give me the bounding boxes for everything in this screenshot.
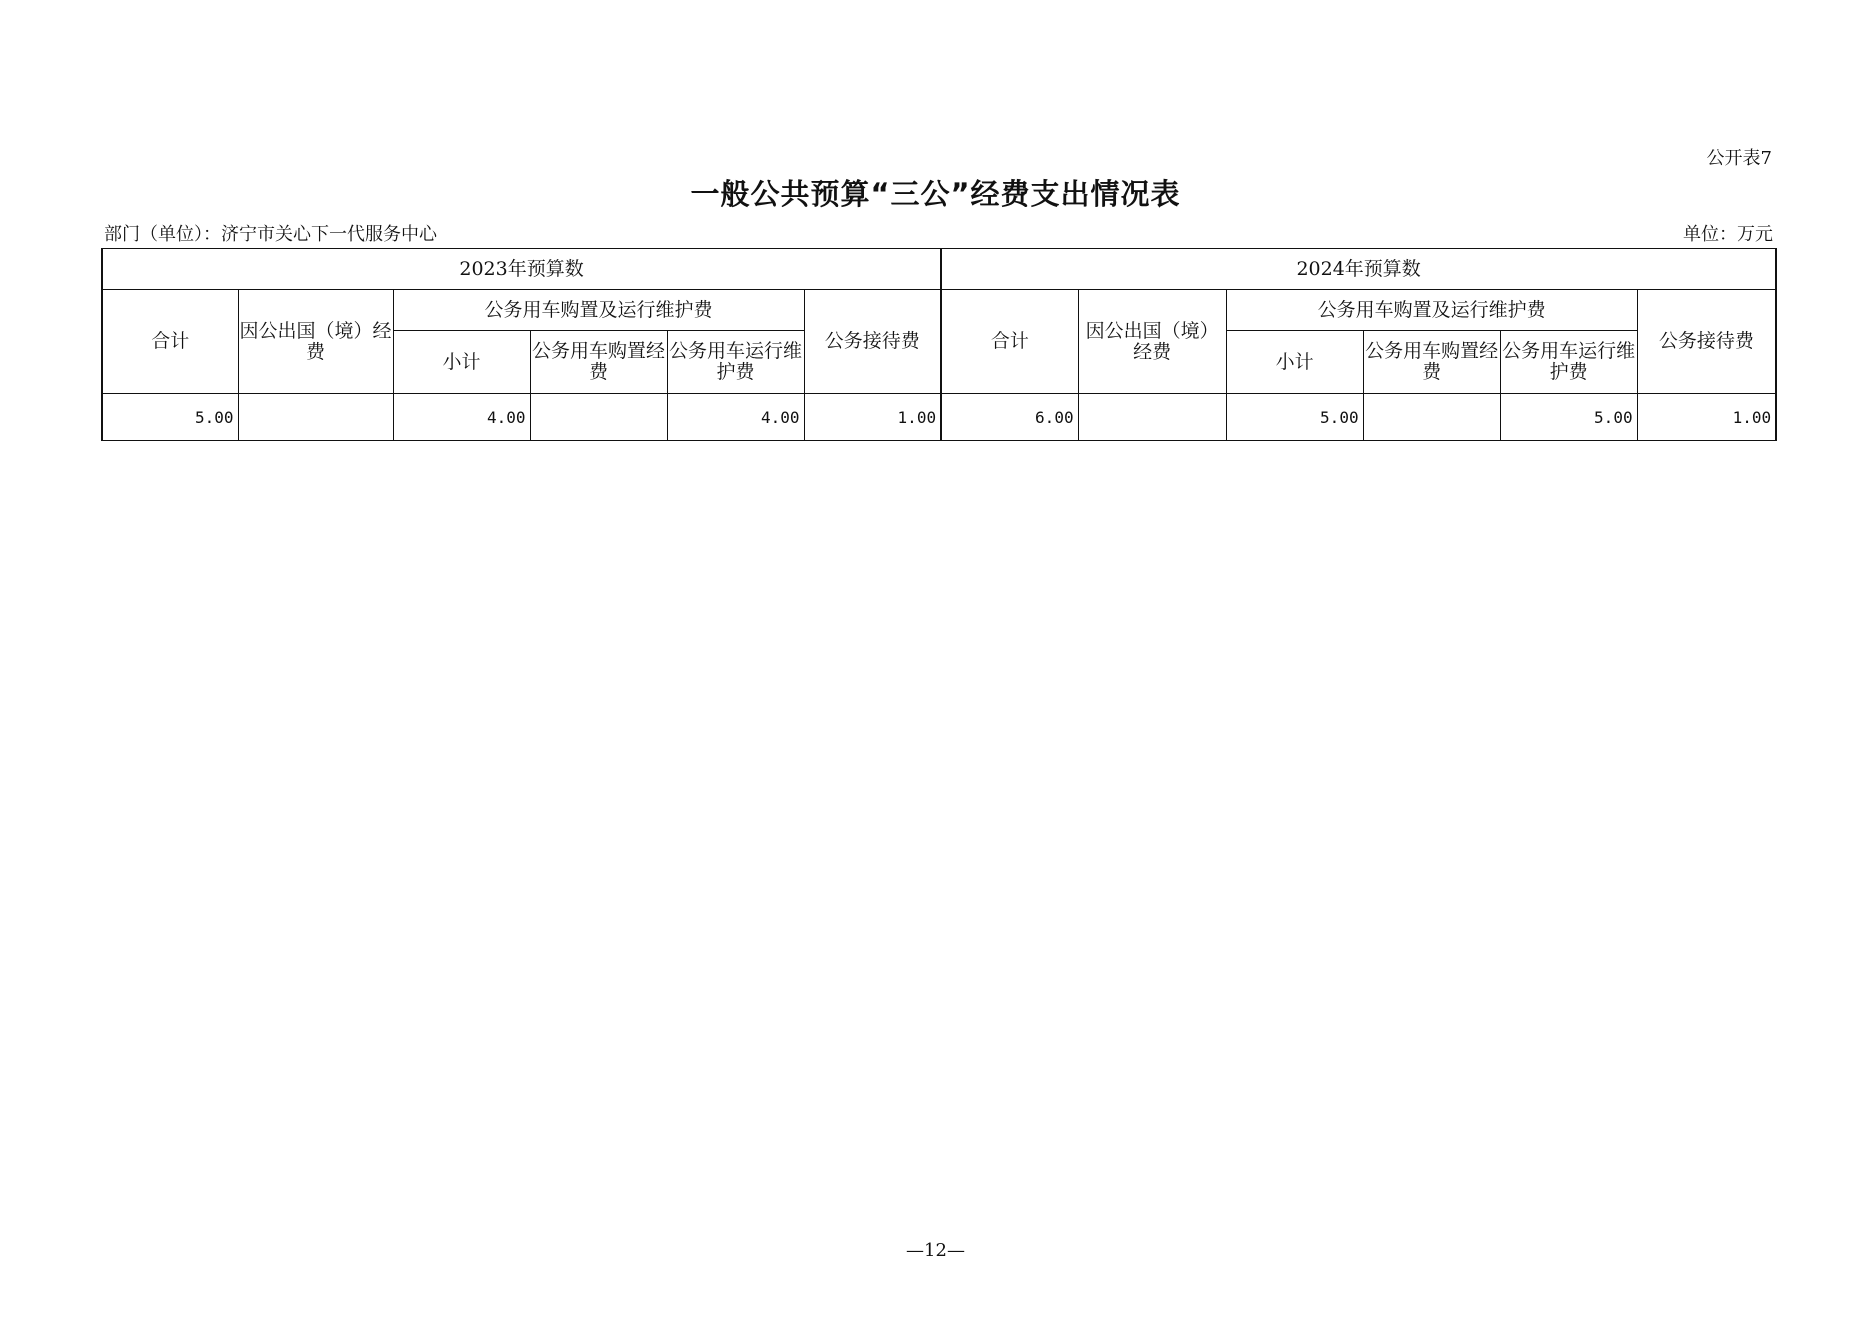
header-subtotal-2024: 小计 — [1226, 331, 1363, 394]
header-total-2023: 合计 — [102, 290, 238, 394]
cell-subtotal-2024: 5.00 — [1226, 394, 1363, 441]
header-vehicle-operation-2023: 公务用车运行维护费 — [667, 331, 804, 394]
cell-vehicle-operation-2023: 4.00 — [667, 394, 804, 441]
header-total-2024: 合计 — [941, 290, 1078, 394]
year-header-2024: 2024年预算数 — [941, 249, 1776, 290]
header-vehicle-group-2024: 公务用车购置及运行维护费 — [1226, 290, 1637, 331]
page-number: —12— — [906, 1240, 965, 1261]
cell-overseas-2023 — [238, 394, 393, 441]
budget-table — [101, 248, 1777, 441]
header-vehicle-purchase-2024: 公务用车购置经费 — [1363, 331, 1500, 394]
cell-subtotal-2023: 4.00 — [393, 394, 530, 441]
cell-overseas-2024 — [1078, 394, 1226, 441]
unit-label: 单位：万元 — [1683, 224, 1773, 245]
cell-vehicle-purchase-2023 — [530, 394, 667, 441]
header-reception-2023: 公务接待费 — [804, 290, 941, 394]
table-row — [102, 394, 1776, 441]
document-title: 一般公共预算“三公”经费支出情况表 — [690, 177, 1181, 211]
cell-total-2023: 5.00 — [102, 394, 238, 441]
cell-reception-2024: 1.00 — [1637, 394, 1776, 441]
header-overseas-2023: 因公出国（境）经费 — [238, 290, 393, 394]
year-header-2023: 2023年预算数 — [102, 249, 941, 290]
header-vehicle-purchase-2023: 公务用车购置经费 — [530, 331, 667, 394]
header-vehicle-operation-2024: 公务用车运行维护费 — [1500, 331, 1637, 394]
cell-reception-2023: 1.00 — [804, 394, 941, 441]
department-label: 部门（单位）：济宁市关心下一代服务中心 — [104, 224, 437, 245]
header-overseas-2024: 因公出国（境）经费 — [1078, 290, 1226, 394]
header-vehicle-group-2023: 公务用车购置及运行维护费 — [393, 290, 804, 331]
cell-vehicle-purchase-2024 — [1363, 394, 1500, 441]
cell-vehicle-operation-2024: 5.00 — [1500, 394, 1637, 441]
header-subtotal-2023: 小计 — [393, 331, 530, 394]
header-reception-2024: 公务接待费 — [1637, 290, 1776, 394]
table-id-label: 公开表7 — [1706, 148, 1772, 169]
meta-row — [104, 220, 1773, 246]
cell-total-2024: 6.00 — [941, 394, 1078, 441]
